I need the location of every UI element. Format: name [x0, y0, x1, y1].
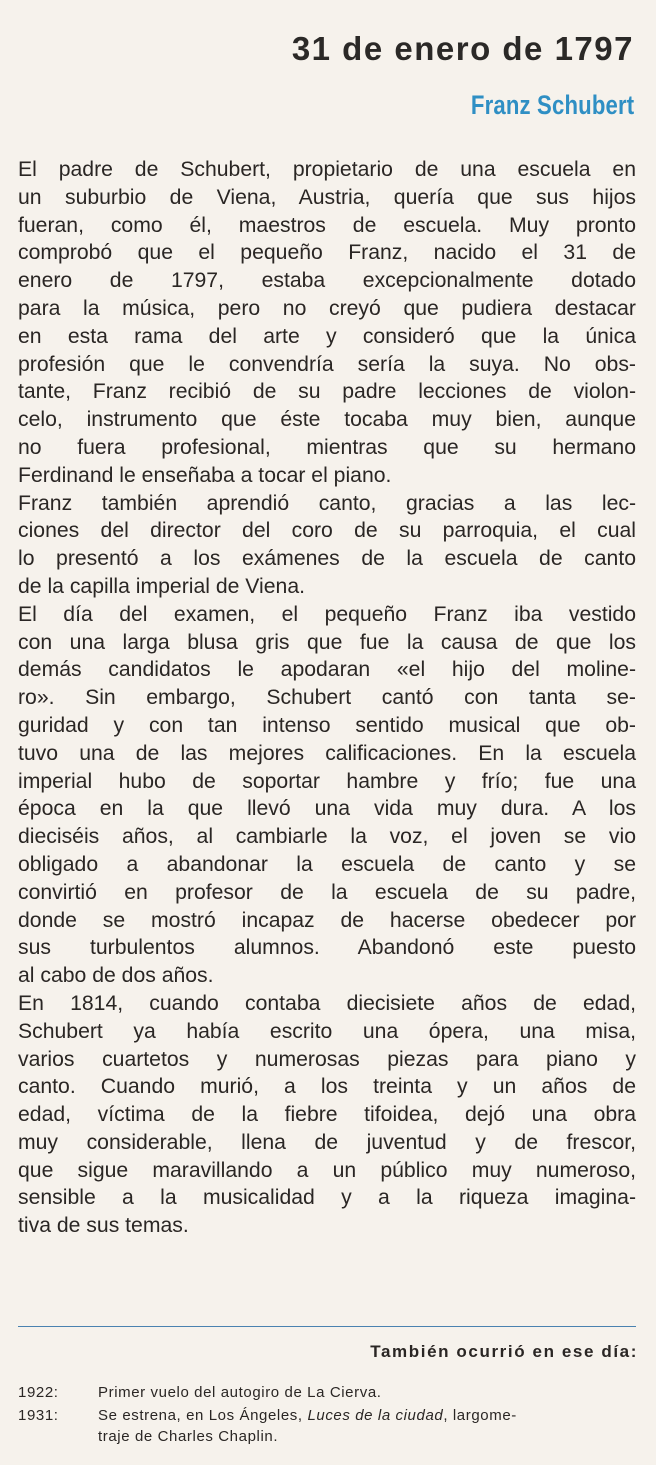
body-text-line: obligado a abandonar la escuela de canto y se [18, 852, 636, 876]
page-date-heading: 31 de enero de 1797 [291, 30, 634, 67]
body-text-line: con una larga blusa gris que fue la causa de que los [18, 630, 636, 654]
body-text-line: Ferdinand le enseñaba a tocar el piano. [18, 463, 392, 487]
body-text-line: tiva de sus temas. [18, 1214, 189, 1238]
body-text-line: canto. Cuando murió, a los treinta y un años de [18, 1075, 636, 1099]
body-text-line: en esta rama del arte y consideró que la única [18, 324, 636, 348]
event-description: Primer vuelo del autogiro de La Cierva. [98, 1384, 382, 1401]
body-text-line: para la música, pero no creyó que pudiera destacar [18, 296, 636, 320]
event-description-line [98, 1405, 636, 1426]
also-happened-heading: También ocurrió en ese día: [370, 1342, 638, 1361]
body-text-line: tuvo una de las mejores calificaciones. En la escuela [18, 741, 636, 765]
body-text-line: profesión que le convendría sería la suya. No obs- [18, 352, 636, 376]
body-text-line: Schubert ya había escrito una ópera, una misa, [18, 1019, 636, 1043]
body-text-line: guridad y con tan intenso sentido musical que ob- [18, 713, 636, 737]
body-text-line: celo, instrumento que éste tocaba muy bien, aunque [18, 408, 636, 432]
event-description-line: traje de Charles Chaplin. [98, 1428, 279, 1445]
body-text-line: época en la que llevó una vida muy dura. A los [18, 797, 636, 821]
body-text-line: imperial hubo de soportar hambre y frío; fue una [18, 769, 636, 793]
body-text-line: Franz también aprendió canto, gracias a las lec- [18, 491, 636, 515]
body-text-line: no fuera profesional, mientras que su hermano [18, 435, 636, 459]
event-year: 1922: [18, 1384, 59, 1401]
film-title: Luces de la ciudad [307, 1407, 444, 1424]
body-text-line: El padre de Schubert, propietario de una escuela en [18, 158, 636, 181]
body-text-line: convirtió en profesor de la escuela de su padre, [18, 880, 636, 904]
section-divider [18, 1326, 636, 1327]
body-text-line: tante, Franz recibió de su padre lecciones de violon- [18, 380, 636, 404]
body-text-line: muy considerable, llena de juventud y de frescor, [18, 1130, 636, 1154]
event-text: Se estrena, en Los Ángeles, [98, 1407, 308, 1424]
body-text-line: demás candidatos le apodaran «el hijo del moline- [18, 658, 636, 682]
body-text-line: lo presentó a los exámenes de la escuela de canto [18, 547, 636, 571]
body-text-line: un suburbio de Viena, Austria, quería que sus hijos [18, 185, 636, 209]
body-text-line: sus turbulentos alumnos. Abandonó este puesto [18, 936, 636, 960]
event-year: 1931: [18, 1407, 59, 1424]
body-text-line: varios cuartetos y numerosas piezas para piano y [18, 1047, 636, 1071]
body-text-line: El día del examen, el pequeño Franz iba vestido [18, 602, 636, 626]
event-text: , largome- [443, 1407, 517, 1424]
body-text-line: comprobó que el pequeño Franz, nacido el 31 de [18, 241, 636, 265]
body-text-line: sensible a la musicalidad y a la riqueza imagina- [18, 1186, 636, 1210]
body-text-line: al cabo de dos años. [18, 964, 214, 988]
body-text-line: fueran, como él, maestros de escuela. Muy pronto [18, 213, 636, 237]
body-text-line: de la capilla imperial de Viena. [18, 574, 305, 598]
article-body [18, 156, 636, 1240]
body-text-line: que sigue maravillando a un público muy numeroso, [18, 1158, 636, 1182]
body-text-line: donde se mostró incapaz de hacerse obedecer por [18, 908, 636, 932]
page-title: Franz Schubert [470, 90, 634, 120]
body-text-line: enero de 1797, estaba excepcionalmente dotado [18, 269, 636, 293]
body-text-line: edad, víctima de la fiebre tifoidea, dejó una obra [18, 1103, 636, 1127]
body-text-line: ro». Sin embargo, Schubert cantó con tanta se- [18, 686, 636, 710]
body-text-line: En 1814, cuando contaba diecisiete años de edad, [18, 991, 636, 1015]
body-text-line: dieciséis años, al cambiarle la voz, el joven se vio [18, 825, 636, 849]
body-text-line: ciones del director del coro de su parroquia, el cual [18, 519, 636, 543]
